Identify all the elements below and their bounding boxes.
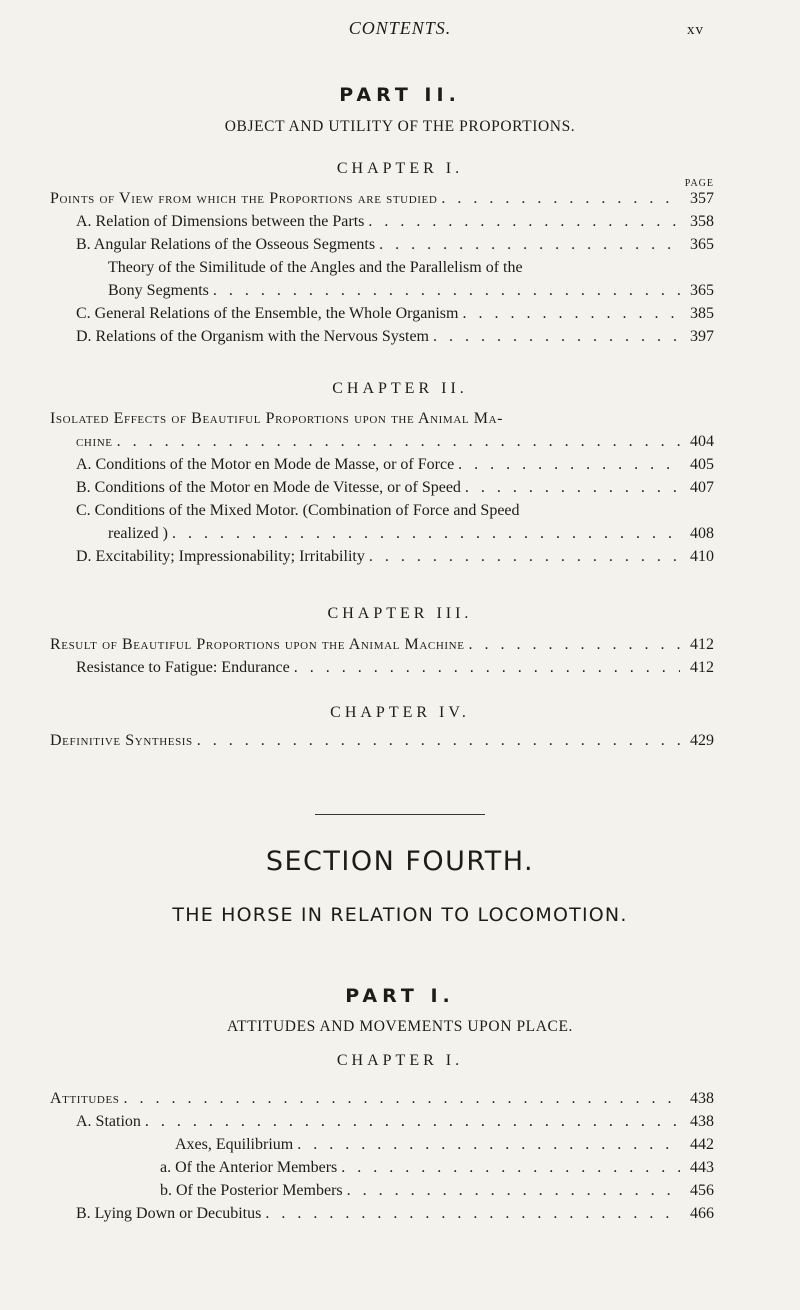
page-column-label: PAGE bbox=[684, 178, 714, 189]
toc-entry-page: 365 bbox=[690, 282, 714, 299]
chapter-heading: CHAPTER IV. bbox=[330, 704, 470, 721]
toc-entry bbox=[76, 213, 714, 231]
toc-entry-page: 438 bbox=[690, 1113, 714, 1130]
leader-dots bbox=[347, 1182, 680, 1200]
leader-dots bbox=[297, 1136, 680, 1154]
toc-entry-page: 466 bbox=[690, 1205, 714, 1222]
toc-entry-label: b. Of the Posterior Members bbox=[160, 1182, 343, 1199]
running-head: CONTENTS. bbox=[348, 18, 452, 38]
leader-dots bbox=[265, 1205, 680, 1223]
toc-entry-page: 365 bbox=[690, 236, 714, 253]
chapter-heading: CHAPTER II. bbox=[332, 380, 468, 397]
leader-dots bbox=[341, 1159, 680, 1177]
part-subtitle: OBJECT AND UTILITY OF THE PROPORTIONS. bbox=[224, 118, 576, 135]
toc-entry-page: 412 bbox=[690, 659, 714, 676]
toc-entry-label: A. Station bbox=[76, 1113, 141, 1130]
toc-entry bbox=[76, 433, 714, 451]
leader-dots bbox=[145, 1113, 680, 1131]
toc-entry bbox=[76, 456, 714, 474]
section-subtitle: THE HORSE IN RELATION TO LOCOMOTION. bbox=[172, 904, 628, 926]
leader-dots bbox=[465, 479, 680, 497]
page-number: xv bbox=[687, 22, 704, 38]
toc-entry-page: 405 bbox=[690, 456, 714, 473]
toc-entry bbox=[160, 1159, 714, 1177]
toc-entry-label: realized ) bbox=[108, 525, 168, 542]
leader-dots bbox=[368, 213, 680, 231]
toc-entry bbox=[50, 1090, 714, 1108]
toc-entry-label: Isolated Effects of Beautiful Proportions upon the Animal Ma- bbox=[50, 410, 504, 427]
leader-dots bbox=[172, 525, 680, 543]
leader-dots bbox=[379, 236, 680, 254]
toc-entry-label: A. Relation of Dimensions between the Parts bbox=[76, 213, 365, 230]
toc-entry bbox=[160, 1182, 714, 1200]
toc-entry-label: chine bbox=[76, 433, 113, 450]
toc-entry bbox=[76, 479, 714, 497]
toc-entry-label: C. General Relations of the Ensemble, the Whole Organism bbox=[76, 305, 459, 322]
toc-entry-label: D. Excitability; Impressionability; Irritability bbox=[76, 548, 365, 565]
leader-dots bbox=[469, 636, 680, 654]
toc-entry bbox=[76, 659, 714, 677]
part-heading: PART I. bbox=[345, 985, 455, 1007]
toc-entry-page: 456 bbox=[690, 1182, 714, 1199]
toc-entry-label: B. Conditions of the Motor en Mode de Vitesse, or of Speed bbox=[76, 479, 461, 496]
toc-entry-label: Theory of the Similitude of the Angles and the Parallelism of the bbox=[108, 259, 523, 276]
chapter-heading: CHAPTER I. bbox=[336, 160, 464, 177]
section-title: SECTION FOURTH. bbox=[265, 846, 535, 877]
toc-entry-label: Definitive Synthesis bbox=[50, 732, 193, 749]
toc-entry bbox=[50, 636, 714, 654]
leader-dots bbox=[294, 659, 680, 677]
toc-entry-label: a. Of the Anterior Members bbox=[160, 1159, 338, 1176]
toc-entry-label: Attitudes bbox=[50, 1090, 120, 1107]
toc-entry bbox=[76, 548, 714, 566]
toc-entry-label: Result of Beautiful Proportions upon the Animal Machine bbox=[50, 636, 465, 653]
toc-entry-label: B. Angular Relations of the Osseous Segments bbox=[76, 236, 376, 253]
chapter-heading: CHAPTER III. bbox=[327, 605, 473, 622]
toc-entry-page: 357 bbox=[690, 190, 714, 207]
toc-entry-page: 404 bbox=[690, 433, 714, 450]
toc-entry bbox=[108, 282, 714, 300]
toc-entry-page: 442 bbox=[690, 1136, 714, 1153]
toc-entry-page: 429 bbox=[690, 732, 714, 749]
leader-dots bbox=[197, 732, 680, 750]
part-subtitle: ATTITUDES AND MOVEMENTS UPON PLACE. bbox=[226, 1018, 574, 1035]
toc-entry-label: A. Conditions of the Motor en Mode de Masse, or of Force bbox=[76, 456, 455, 473]
leader-dots bbox=[462, 305, 680, 323]
toc-entry-label: Bony Segments bbox=[108, 282, 209, 299]
toc-entry bbox=[50, 190, 714, 208]
toc-entry-label: B. Lying Down or Decubitus bbox=[76, 1205, 262, 1222]
toc-entry-label: Axes, Equilibrium bbox=[175, 1136, 294, 1153]
toc-entry-label: Points of View from which the Proportions are studied bbox=[50, 190, 438, 207]
toc-entry-label: Resistance to Fatigue: Endurance bbox=[76, 659, 290, 676]
leader-dots bbox=[458, 456, 680, 474]
leader-dots bbox=[213, 282, 680, 300]
toc-entry-page: 385 bbox=[690, 305, 714, 322]
toc-entry-page: 397 bbox=[690, 328, 714, 345]
toc-entry-label: D. Relations of the Organism with the Nervous System bbox=[76, 328, 429, 345]
toc-entry-page: 443 bbox=[690, 1159, 714, 1176]
toc-entry bbox=[108, 525, 714, 543]
toc-entry bbox=[76, 305, 714, 323]
toc-entry-page: 408 bbox=[690, 525, 714, 542]
toc-entry-page: 410 bbox=[690, 548, 714, 565]
toc-entry-page: 358 bbox=[690, 213, 714, 230]
leader-dots bbox=[124, 1090, 680, 1108]
chapter-heading: CHAPTER I. bbox=[336, 1052, 464, 1069]
leader-dots bbox=[441, 190, 680, 208]
toc-entry bbox=[175, 1136, 714, 1154]
toc-entry-page: 407 bbox=[690, 479, 714, 496]
toc-entry-page: 438 bbox=[690, 1090, 714, 1107]
toc-entry-label: C. Conditions of the Mixed Motor. (Combination of Force and Speed bbox=[76, 502, 520, 519]
section-divider bbox=[315, 814, 485, 815]
toc-entry bbox=[76, 1205, 714, 1223]
toc-entry bbox=[76, 1113, 714, 1131]
part-heading: PART II. bbox=[339, 84, 461, 106]
leader-dots bbox=[433, 328, 680, 346]
leader-dots bbox=[369, 548, 680, 566]
toc-entry bbox=[76, 236, 714, 254]
toc-entry-page: 412 bbox=[690, 636, 714, 653]
toc-entry bbox=[76, 328, 714, 346]
leader-dots bbox=[117, 433, 680, 451]
toc-entry bbox=[50, 732, 714, 750]
